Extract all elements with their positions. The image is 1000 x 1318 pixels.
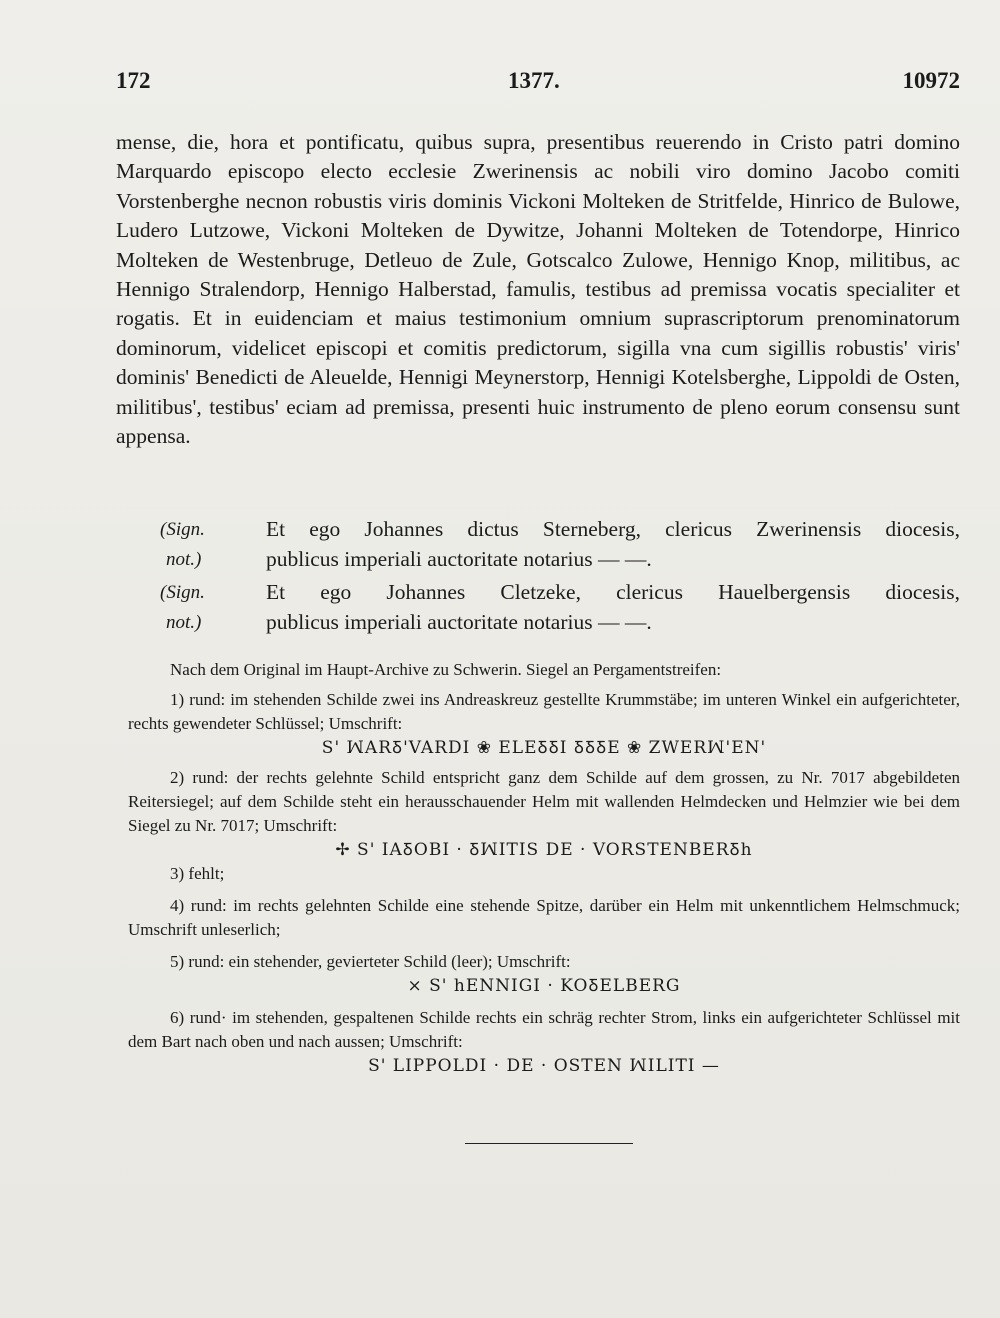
source-note: Nach dem Original im Haupt-Archive zu Schwerin. Siegel an Pergamentstreifen: — [170, 660, 722, 679]
seal-description-3: 3) fehlt; — [170, 864, 225, 883]
seal-description-1: 1) rund: im stehenden Schilde zwei ins Andreaskreuz gestellte Krummstäbe; im unteren Winkel ein aufgerichteter, rechts gewendeter Schlüssel; Umschrift: — [128, 690, 960, 733]
seal-legend-6: S' LIPPOLDI · DE · OSTEN ꟽILITI — — [368, 1056, 720, 1076]
seal-legend-1: S' ꟽARꝽ'VARDI ❀ ELEꝽꝽI ꝽꝽꝽE ❀ ZWERꟽ'EN' — [321, 738, 767, 758]
notary-text: Et ego Johannes dictus Sterneberg, clericus Zwerinensis diocesis, publicus imperiali auctoritate notarius — —. — [266, 517, 960, 571]
charter-text — [116, 128, 960, 451]
seal-description-2: 2) rund: der rechts gelehnte Schild entspricht ganz dem Schilde auf dem grossen, zu Nr. 7017 abgebildeten Reitersiegel; auf dem Schilde steht ein herausschauender Helm mit wallenden Helmdecken und Helmzier wie bei dem Siegel zu Nr. 7017; Umschrift: — [128, 768, 960, 835]
page-number: 172 — [116, 68, 151, 93]
running-head — [116, 68, 960, 100]
seal-legend-2: ✢ S' IAꝽOBI · ꝽꟽITIS DE · VORSTENBERꝽh — [335, 840, 753, 860]
notary-sign-mark: (Sign. not.) — [160, 519, 205, 570]
closing-rule — [465, 1143, 633, 1144]
seal-description-4: 4) rund: im rechts gelehnten Schilde eine stehende Spitze, darüber ein Helm mit unkenntlichem Helmschmuck; Umschrift unleserlich; — [128, 896, 960, 939]
notary-text: Et ego Johannes Cletzeke, clericus Hauelbergensis diocesis, publicus imperiali auctoritate notarius — —. — [266, 580, 960, 634]
editorial-notes — [128, 658, 960, 1078]
seal-description-5: 5) rund: ein stehender, gevierteter Schild (leer); Umschrift: — [170, 952, 571, 971]
seal-legend-5: × S' hENNIGI · KOꝽELBERG — [407, 976, 681, 996]
year-heading: 1377. — [508, 68, 560, 93]
seal-description-6: 6) rund· im stehenden, gespaltenen Schilde rechts ein schräg rechter Strom, links ein aufgerichteter Schlüssel mit dem Bart nach oben und nach aussen; Umschrift: — [128, 1008, 960, 1051]
document-number: 10972 — [902, 68, 960, 93]
notary-sign-mark: (Sign. not.) — [160, 582, 205, 633]
charter-paragraph: mense, die, hora et pontificatu, quibus supra, presentibus reuerendo in Cristo patri domino Marquardo episcopo electo ecclesie Zwerinensis ac nobili viro domino Jacobo comiti Vorstenberghe necnon robustis viris dominis Vickoni Molteken de Stritfelde, Hinrico de Bulowe, Ludero Lutzowe, Vickoni Molteken de Dywitze, Johanni Molteken de Totendorpe, Hinrico Molteken de Westenbruge, Detleuo de Zule, Gotscalco Zulowe, Hennigo Knop, militibus, ac Hennigo Stralendorp, Hennigo Halberstad, famulis, testibus ad premissa vocatis specialiter et rogatis. Et in euidenciam et maius testimonium omnium suprascriptorum prenominatorum dominorum, videlicet episcopi et comitis predictorum, sigilla vna cum sigillis robustis' viris' dominis' Benedicti de Aleuelde, Hennigi Meynerstorp, Hennigi Kotelsberghe, Lippoldi de Osten, militibus', testibus' eciam ad premissa, presenti huic instrumento de pleno eorum consensu sunt appensa. — [116, 130, 960, 449]
